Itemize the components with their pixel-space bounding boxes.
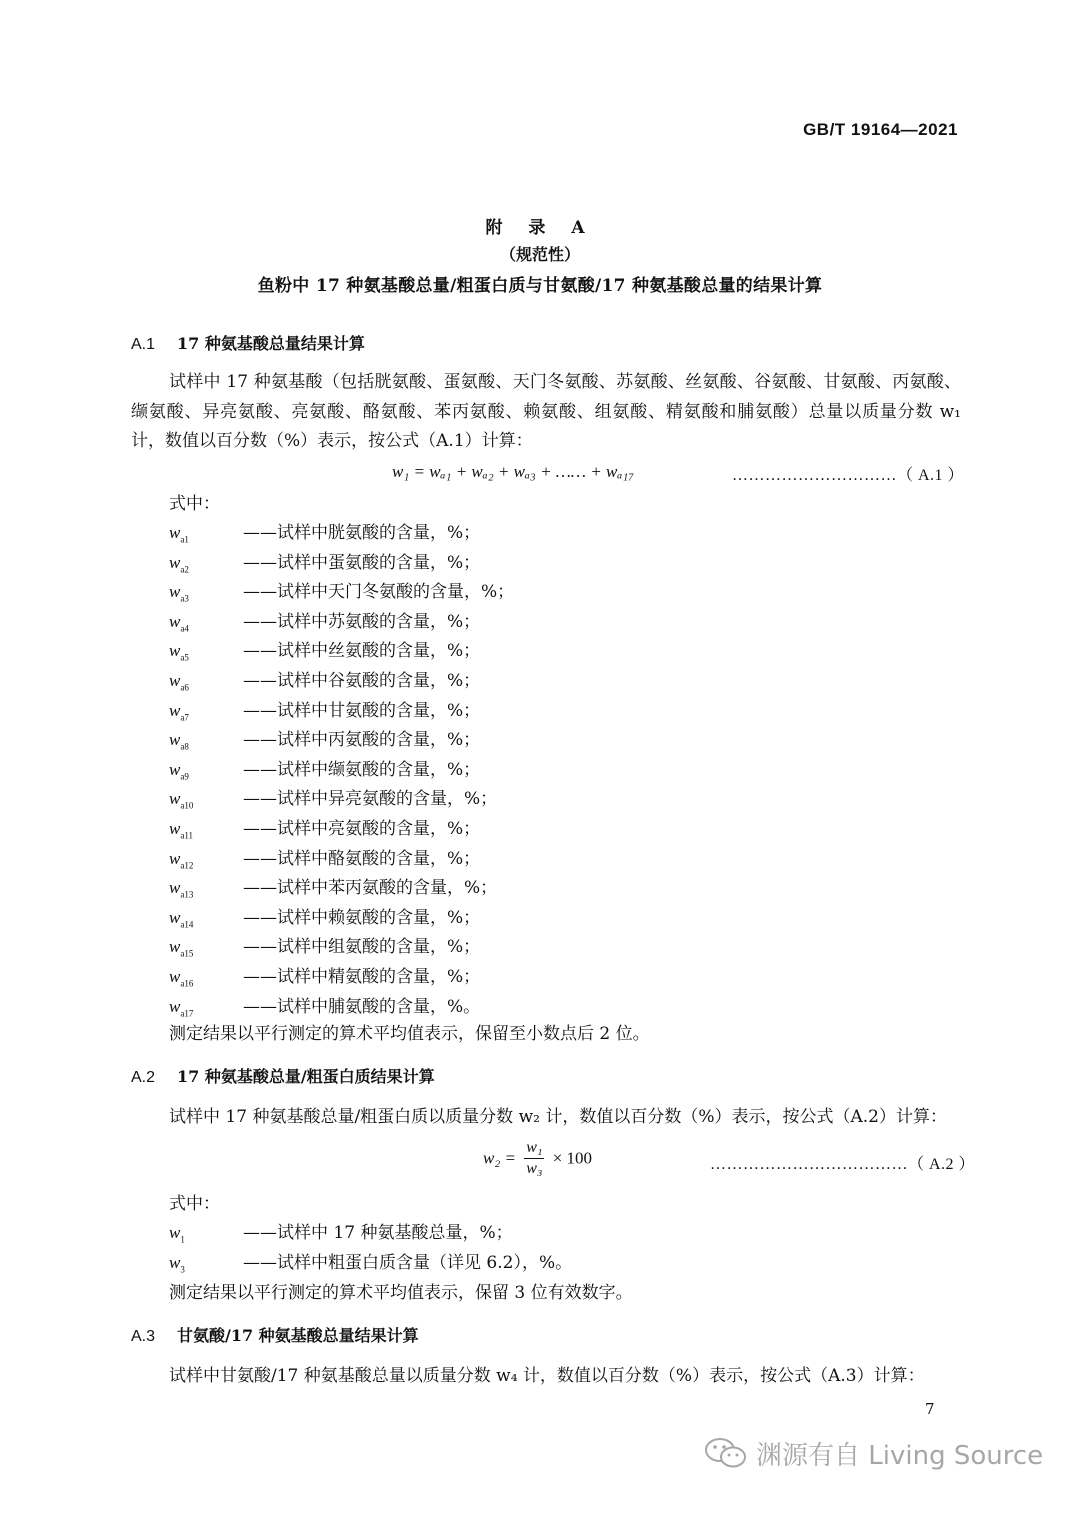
- variable-description: ——试样中天门冬氨酸的含量，%；: [243, 582, 515, 603]
- result-note-a1: 测定结果以平行测定的算术平均值表示，保留至小数点后 2 位。: [169, 1024, 650, 1044]
- formula-a2: [483, 1138, 592, 1179]
- variable-definition: [169, 696, 480, 722]
- standard-code: GB/T 19164—2021: [803, 120, 958, 139]
- variable-definition: [169, 903, 480, 929]
- variable-symbol: w: [169, 552, 181, 572]
- variable-symbol: w: [169, 937, 181, 957]
- variable-symbol-wrap: [169, 612, 243, 633]
- variable-symbol-wrap: [169, 819, 243, 840]
- variable-subscript: a7: [180, 711, 189, 722]
- variable-symbol: w: [169, 641, 181, 661]
- variable-symbol-wrap: [169, 878, 243, 899]
- variable-symbol: w: [169, 671, 181, 690]
- variable-description: ——试样中丝氨酸的含量，%；: [243, 641, 481, 662]
- variable-description: ——试样中异亮氨酸的含量，%；: [243, 789, 498, 810]
- section-a2-paragraph: 试样中 17 种氨基酸总量/粗蛋白质以质量分数 w₂ 计，数值以百分数（%）表示，按公式（A.2）计算：: [169, 1107, 947, 1127]
- result-note-a2: 测定结果以平行测定的算术平均值表示，保留 3 位有效数字。: [169, 1283, 633, 1303]
- equation-number-a2: ………………………………（ A.2 ）: [710, 1156, 976, 1173]
- appendix-nature: （规范性）: [499, 245, 580, 264]
- appendix-title: 附 录 A: [485, 218, 595, 238]
- variable-subscript: a15: [180, 948, 194, 959]
- variable-definition: [169, 577, 514, 603]
- variable-definition: [169, 518, 480, 544]
- formula-a1: w₁ = wₐ₁ + wₐ₂ + wₐ₃ + …… + wₐ₁₇: [392, 462, 635, 481]
- variable-definition: [169, 636, 480, 662]
- variable-symbol-wrap: [169, 997, 243, 1018]
- fraction-numerator: w₁: [524, 1138, 544, 1159]
- variable-definition: [169, 548, 480, 574]
- variable-symbol-wrap: [169, 730, 243, 751]
- section-number: A.1: [131, 336, 156, 353]
- variable-subscript: a13: [180, 889, 194, 900]
- variable-definition: [169, 1218, 513, 1244]
- variable-definition: [169, 1248, 572, 1274]
- variable-subscript: a16: [180, 978, 194, 989]
- section-a3-paragraph: 试样中甘氨酸/17 种氨基酸总量以质量分数 w₄ 计，数值以百分数（%）表示，按公式（A.3）计算：: [169, 1366, 925, 1386]
- variable-subscript: a11: [180, 830, 194, 841]
- variable-definition: [169, 873, 497, 899]
- variable-symbol-wrap: [169, 967, 243, 988]
- variable-definition: [169, 992, 480, 1018]
- section-title: 甘氨酸/17 种氨基酸总量结果计算: [177, 1326, 419, 1345]
- variable-symbol: w: [169, 611, 181, 631]
- variable-symbol: w: [169, 1253, 181, 1272]
- variable-subscript: a12: [180, 859, 194, 870]
- variable-description: ——试样中酪氨酸的含量，%；: [243, 848, 481, 869]
- section-number: A.3: [131, 1328, 156, 1345]
- page-number: 7: [925, 1400, 935, 1418]
- section-number: A.2: [131, 1069, 156, 1086]
- section-a2-heading: [131, 1064, 435, 1087]
- equation-number-a1: …………………………（ A.1 ）: [732, 467, 965, 484]
- appendix-subtitle: 鱼粉中 17 种氨基酸总量/粗蛋白质与甘氨酸/17 种氨基酸总量的结果计算: [257, 276, 823, 296]
- variable-definition: [169, 962, 480, 988]
- fraction-denominator: w₃: [526, 1160, 543, 1177]
- variable-subscript: a10: [180, 800, 194, 811]
- variable-description: ——试样中亮氨酸的含量，%；: [243, 819, 481, 839]
- variable-description: ——试样中胱氨酸的含量，%；: [243, 523, 481, 543]
- variable-symbol: w: [169, 1223, 181, 1242]
- watermark-text: 渊源有自 Living Source: [756, 1441, 1044, 1471]
- variable-symbol: w: [169, 700, 181, 720]
- variable-symbol-wrap: [169, 937, 243, 958]
- variable-definition: [169, 666, 480, 692]
- section-a1-heading: [131, 331, 365, 354]
- variable-description: ——试样中蛋氨酸的含量，%；: [243, 552, 481, 573]
- variable-description: ——试样中粗蛋白质含量（详见 6.2），%。: [243, 1253, 573, 1273]
- variable-symbol-wrap: [169, 701, 243, 722]
- variable-description: ——试样中甘氨酸的含量，%；: [243, 700, 481, 721]
- variable-symbol: w: [169, 819, 181, 838]
- variable-description: ——试样中精氨酸的含量，%；: [243, 967, 481, 987]
- variable-symbol: w: [169, 907, 181, 927]
- section-a1-paragraph: 试样中 17 种氨基酸（包括胱氨酸、蛋氨酸、天门冬氨酸、苏氨酸、丝氨酸、谷氨酸、甘氨酸、丙氨酸、缬氨酸、异亮氨酸、亮氨酸、酪氨酸、苯丙氨酸、赖氨酸、组氨酸、精氨酸和脯氨酸）总量以质量分数 w₁ 计，数值以百分数（%）表示，按公式（A.1）计算：: [131, 372, 961, 451]
- variable-subscript: a1: [180, 534, 189, 545]
- variable-description: ——试样中丙氨酸的含量，%；: [243, 730, 481, 751]
- variable-symbol-wrap: [169, 849, 243, 870]
- variable-subscript: a4: [180, 623, 189, 634]
- variable-symbol: w: [169, 789, 181, 809]
- formula-rhs: × 100: [552, 1148, 593, 1168]
- variable-description: ——试样中缬氨酸的含量，%；: [243, 759, 481, 780]
- variable-symbol: w: [169, 967, 181, 986]
- variable-subscript: a2: [180, 563, 189, 574]
- wechat-icon: [704, 1436, 748, 1477]
- variable-symbol-wrap: [169, 789, 243, 810]
- section-a3-heading: [131, 1323, 419, 1346]
- section-title: 17 种氨基酸总量/粗蛋白质结果计算: [177, 1067, 435, 1086]
- variable-description: ——试样中脯氨酸的含量，%。: [243, 996, 481, 1017]
- variable-subscript: a8: [180, 741, 189, 752]
- variable-subscript: a9: [180, 771, 189, 782]
- formula-lhs: w₂ =: [483, 1148, 516, 1168]
- variable-definition: [169, 607, 480, 633]
- variable-symbol: w: [169, 878, 181, 898]
- where-label: 式中：: [169, 494, 220, 514]
- variable-subscript: a14: [180, 919, 194, 930]
- variable-description: ——试样中赖氨酸的含量，%；: [243, 907, 481, 928]
- variable-description: ——试样中 17 种氨基酸总量，%；: [243, 1223, 513, 1243]
- variable-symbol: w: [169, 730, 181, 750]
- variable-subscript: 3: [180, 1264, 185, 1275]
- variable-symbol-wrap: [169, 671, 243, 692]
- variable-description: ——试样中苏氨酸的含量，%；: [243, 611, 481, 632]
- watermark: [704, 1435, 1043, 1477]
- variable-symbol: w: [169, 582, 181, 602]
- variable-definition: [169, 814, 480, 840]
- variable-definition: [169, 784, 497, 810]
- variable-symbol: w: [169, 759, 181, 779]
- variable-definition: [169, 844, 480, 870]
- variable-symbol-wrap: [169, 1253, 243, 1274]
- variable-symbol: w: [169, 996, 181, 1016]
- where-label: 式中：: [169, 1194, 220, 1214]
- variable-subscript: a6: [180, 682, 189, 693]
- variable-definition: [169, 932, 480, 958]
- variable-symbol-wrap: [169, 1223, 243, 1244]
- section-title: 17 种氨基酸总量结果计算: [177, 334, 365, 353]
- variable-description: ——试样中谷氨酸的含量，%；: [243, 671, 481, 691]
- variable-symbol-wrap: [169, 553, 243, 574]
- variable-description: ——试样中组氨酸的含量，%；: [243, 937, 481, 958]
- variable-description: ——试样中苯丙氨酸的含量，%；: [243, 878, 498, 899]
- variable-definition: [169, 725, 480, 751]
- variable-subscript: a5: [180, 652, 189, 663]
- variable-symbol-wrap: [169, 523, 243, 544]
- variable-subscript: a17: [180, 1007, 194, 1018]
- variable-definition: [169, 755, 480, 781]
- variable-symbol: w: [169, 848, 181, 868]
- variable-symbol-wrap: [169, 908, 243, 929]
- variable-symbol-wrap: [169, 582, 243, 603]
- variable-subscript: 1: [180, 1234, 185, 1245]
- variable-symbol-wrap: [169, 641, 243, 662]
- variable-symbol-wrap: [169, 760, 243, 781]
- variable-symbol: w: [169, 523, 181, 542]
- variable-subscript: a3: [180, 593, 189, 604]
- fraction: [524, 1138, 544, 1179]
